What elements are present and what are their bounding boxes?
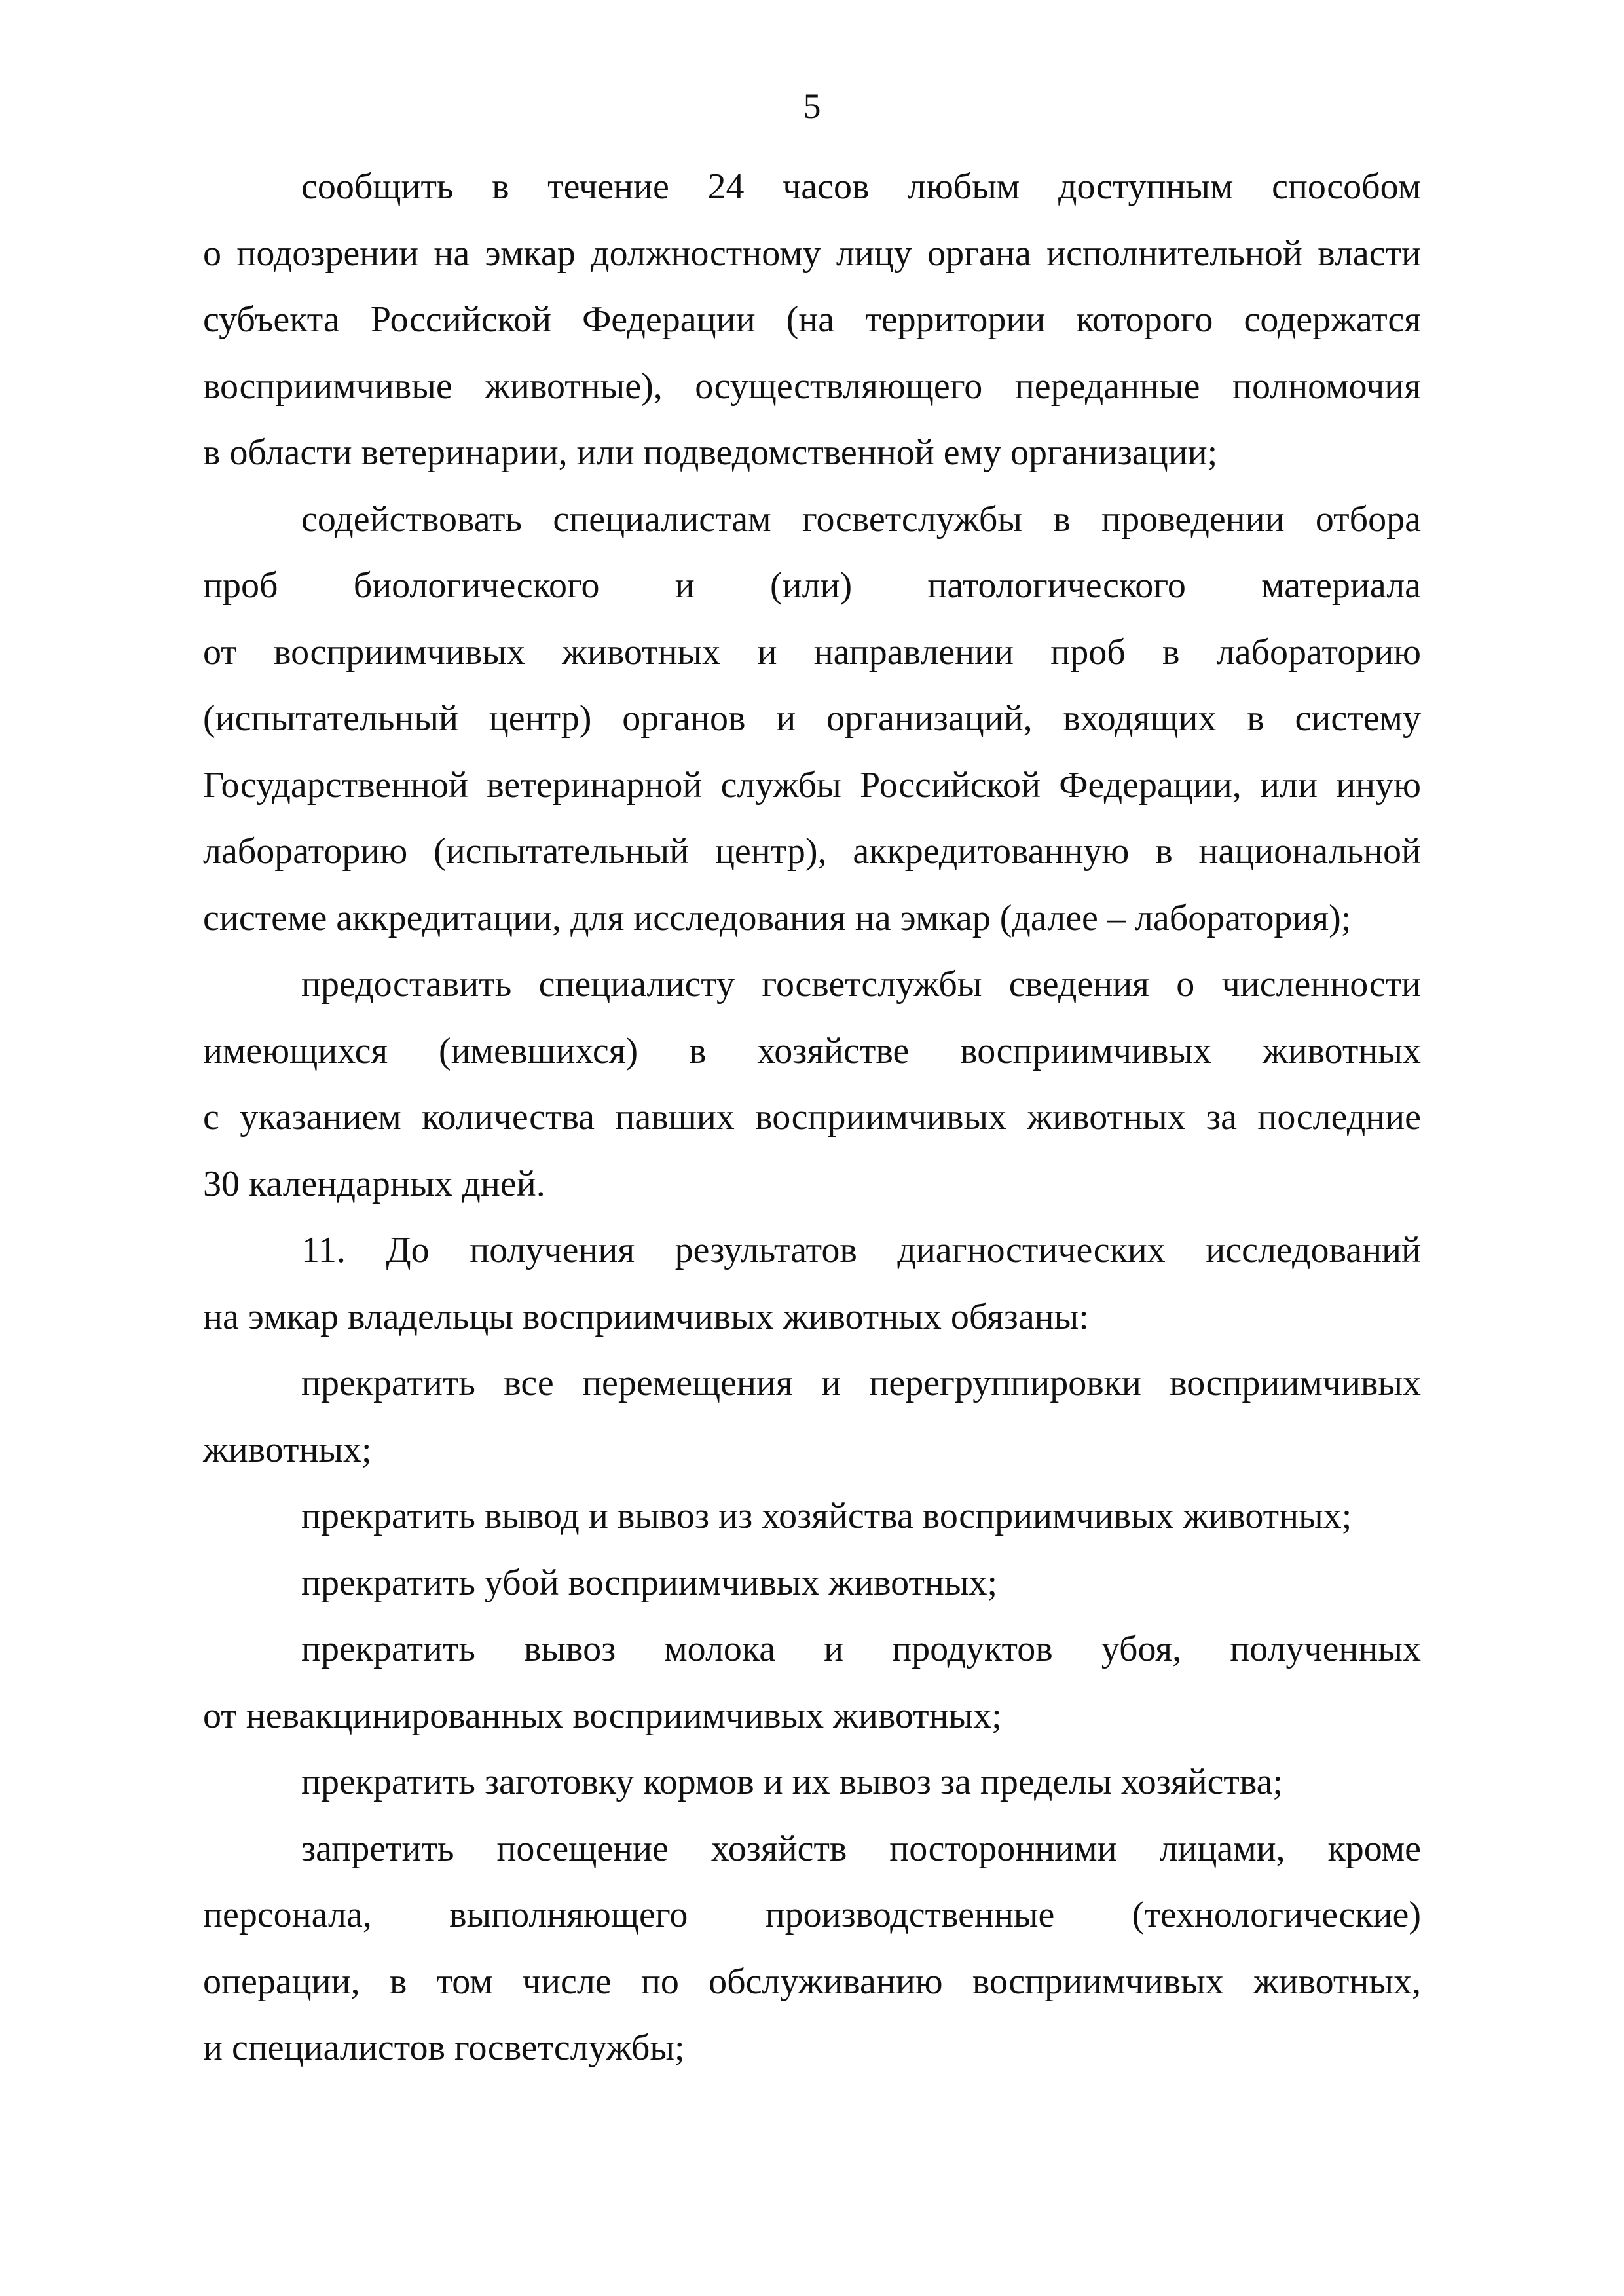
text-line: операции, в том числе по обслуживанию восприимчивых животных, [203, 1961, 1421, 2002]
text-line: запретить посещение хозяйств посторонними лицами, кроме [301, 1828, 1421, 1869]
text-line: животных; [203, 1429, 372, 1470]
text-line: прекратить все перемещения и перегруппировки восприимчивых [301, 1363, 1421, 1403]
text-line: прекратить вывоз молока и продуктов убоя, полученных [301, 1629, 1421, 1669]
text-line: прекратить вывод и вывоз из хозяйства восприимчивых животных; [301, 1496, 1352, 1536]
text-line: 30 календарных дней. [203, 1163, 545, 1204]
text-line: с указанием количества павших восприимчивых животных за последние [203, 1097, 1421, 1138]
text-line: восприимчивые животные), осуществляющего переданные полномочия [203, 365, 1421, 407]
text-line: о подозрении на эмкар должностному лицу органа исполнительной власти [203, 232, 1421, 274]
text-line: субъекта Российской Федерации (на территории которого содержатся [203, 299, 1421, 340]
page-number: 5 [803, 86, 821, 126]
text-line: от невакцинированных восприимчивых животных; [203, 1695, 1002, 1736]
text-line: (испытательный центр) органов и организаций, входящих в систему [203, 698, 1421, 739]
text-line: на эмкар владельцы восприимчивых животных обязаны: [203, 1296, 1089, 1337]
text-line: сообщить в течение 24 часов любым доступным способом [301, 166, 1421, 207]
text-line: проб биологического и (или) патологического материала [203, 565, 1421, 606]
text-line: прекратить заготовку кормов и их вывоз за пределы хозяйства; [301, 1762, 1283, 1802]
text-line: прекратить убой восприимчивых животных; [301, 1562, 998, 1603]
text-line: от восприимчивых животных и направлении проб в лабораторию [203, 631, 1421, 673]
text-line: Государственной ветеринарной службы Российской Федерации, или иную [203, 764, 1421, 805]
text-line: 11. До получения результатов диагностических исследований [301, 1230, 1421, 1270]
text-line: имеющихся (имевшихся) в хозяйстве восприимчивых животных [203, 1030, 1421, 1071]
text-line: лабораторию (испытательный центр), аккредитованную в национальной [203, 831, 1421, 872]
text-line: системе аккредитации, для исследования на эмкар (далее – лаборатория); [203, 897, 1352, 938]
text-line: в области ветеринарии, или подведомственной ему организации; [203, 432, 1218, 473]
text-line: предоставить специалисту госветслужбы сведения о численности [301, 964, 1421, 1005]
text-line: и специалистов госветслужбы; [203, 2028, 685, 2068]
text-line: персонала, выполняющего производственные (технологические) [203, 1895, 1421, 1935]
text-line: содействовать специалистам госветслужбы в проведении отбора [301, 498, 1421, 540]
